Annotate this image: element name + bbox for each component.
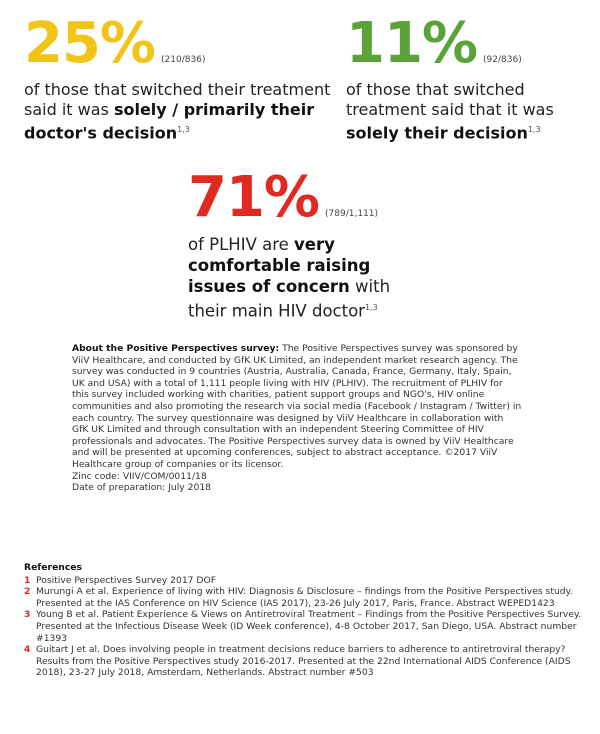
references-section bbox=[24, 562, 590, 679]
stat-description: of those that switched treatment said that it was solely their decision$^{1,3}$ bbox=[346, 80, 554, 143]
about-paragraph bbox=[72, 343, 522, 471]
citation-superscript: 1,3 bbox=[527, 125, 541, 134]
reference-text: Murungi A et al. Experience of living with HIV: Diagnosis & Disclosure – findings from the Positive Perspectives study. Presented at the IAS Conference on HIV Science (IAS 2017), 23-26 July 2017, Paris, France. Abstract WEPED1423 bbox=[36, 586, 573, 609]
reference-number: 2 bbox=[24, 586, 31, 598]
zinc-code: Zinc code: VIIV/COM/0011/18 bbox=[72, 470, 207, 482]
stat-comfortable-raising-concerns bbox=[188, 165, 428, 322]
reference-text: Guitart J et al. Does involving people in treatment decisions reduce barriers to adherence to antiretroviral therapy? Results from the Positive Perspectives study 2016-2017. Presented at the 22nd International AIDS Conference (AIDS 2018), 23-27 July 2018, Amsterdam, Netherlands. Abstract number #503 bbox=[36, 644, 571, 679]
citation-superscript: 1,3 bbox=[177, 125, 190, 134]
reference-item bbox=[24, 586, 590, 609]
stat-count: (789/1,111) bbox=[325, 209, 379, 219]
reference-item bbox=[24, 609, 590, 644]
stat-count: (210/836) bbox=[161, 55, 206, 65]
stat-count: (92/836) bbox=[483, 55, 522, 65]
stat-description: of PLHIV are very comfortable raising issues of concern with their main HIV doctor$^{1,3}$ bbox=[188, 235, 391, 321]
about-survey-section bbox=[72, 343, 522, 494]
citation-superscript: 1,3 bbox=[364, 303, 378, 312]
reference-number: 1 bbox=[24, 574, 31, 586]
reference-number: 4 bbox=[24, 644, 31, 656]
reference-text: Positive Perspectives Survey 2017 DOF bbox=[36, 574, 217, 586]
about-heading: About the Positive Perspectives survey: bbox=[72, 343, 280, 354]
reference-number: 3 bbox=[24, 609, 31, 621]
stat-description: of those that switched their treatment said it was solely / primarily their doctor's decision$^{1,3}$ bbox=[24, 80, 331, 143]
date-of-preparation: Date of preparation: July 2018 bbox=[72, 482, 212, 494]
reference-item bbox=[24, 644, 590, 679]
stat-own-decision bbox=[346, 11, 596, 143]
reference-item bbox=[24, 575, 590, 587]
about-body: The Positive Perspectives survey was sponsored by ViiV Healthcare, and conducted by GfK UK Limited, an independent market research agency. The survey was conducted in 9 countries (Austria, Australia, Canada, France, Germany, Italy, Spain, UK and USA) with a total of 1,111 people living with HIV (PLHIV). The recruitment of PLHIV for this survey included working with charities, patient support groups and NGO's, HIV online communities and also promoting the research via social media (Facebook / Instagram / Twitter) in each country. The survey questionnaire was designed by ViiV Healthcare in collaboration with GfK UK Limited and through consultation with an independent Steering Committee of HIV professionals and advocates. The Positive Perspectives survey data is owned by ViiV Healthcare and will be presented at upcoming conferences, subject to abstract acceptance. ©2017 ViiV Healthcare group of companies or its licensor. bbox=[72, 343, 522, 470]
stat-percent: 71% bbox=[188, 165, 320, 230]
stat-percent: 25% bbox=[24, 11, 156, 76]
stat-doctor-decision bbox=[24, 11, 334, 143]
references-title: References bbox=[24, 562, 82, 573]
reference-text: Young B et al. Patient Experience & Views on Antiretroviral Treatment – Findings from the Positive Perspectives Survey. Presented at the Infectious Disease Week (ID Week conference), 4-8 October 2017, San Diego, USA. Abstract number #1393 bbox=[36, 609, 582, 644]
stat-percent: 11% bbox=[346, 11, 478, 76]
